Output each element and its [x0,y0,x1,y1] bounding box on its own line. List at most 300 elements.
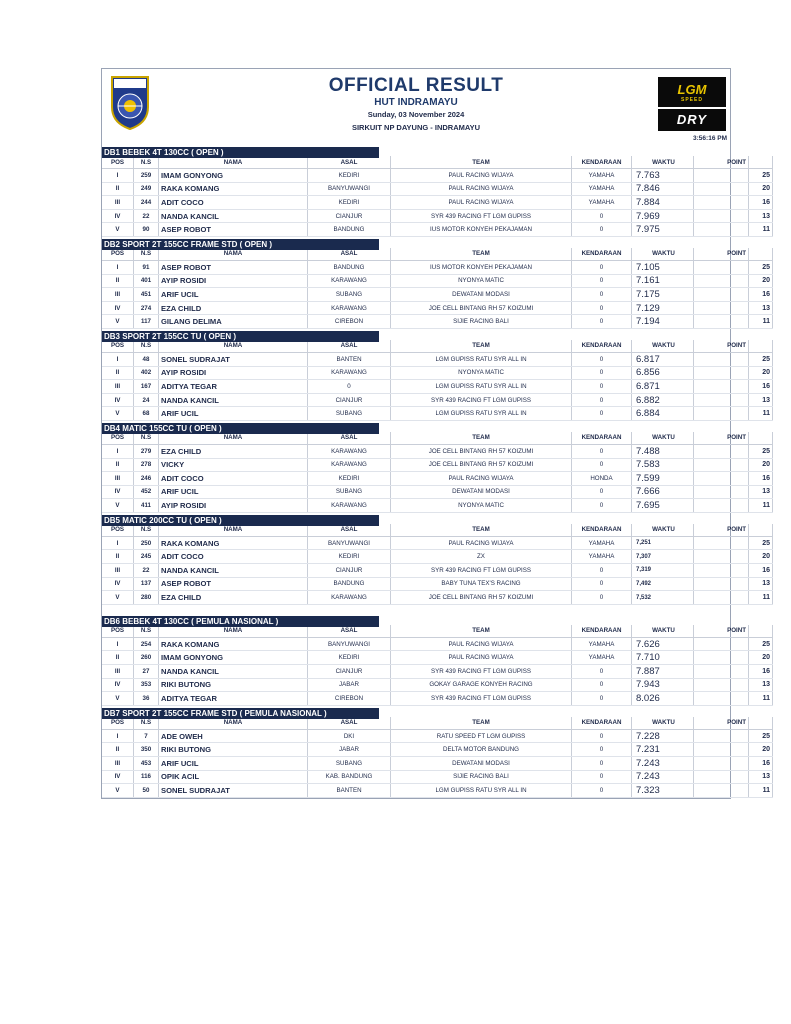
cell-team: SYR 439 RACING FT LGM GUPISS [391,564,572,578]
col-header-asal: ASAL [308,625,391,638]
cell-team: BABY TUNA TEX'S RACING [391,577,572,591]
cell-kendaraan: 0 [572,288,632,302]
cell-asal: JABAR [308,678,391,692]
cell-asal: BANYUWANGI [308,637,391,651]
table-row [102,260,773,274]
cell-spacer [694,485,749,499]
col-header-asal: ASAL [308,432,391,445]
cell-nama: OPIK ACIL [159,770,308,784]
class-title: DB5 MATIC 200CC TU ( OPEN ) [102,515,379,526]
cell-asal: BANDUNG [308,223,391,237]
cell-spacer [694,564,749,578]
col-header-waktu: WAKTU [632,248,694,261]
cell-pos: I [102,637,134,651]
cell-asal: KEDIRI [308,550,391,564]
cell-point: 25 [749,352,773,366]
cell-kendaraan: YAMAHA [572,169,632,183]
cell-team: DEWATANI MODASI [391,485,572,499]
cell-spacer [694,223,749,237]
col-header-kendaraan: KENDARAAN [572,524,632,537]
cell-point: 20 [749,182,773,196]
col-header-team: TEAM [391,717,572,730]
cell-asal: JABAR [308,743,391,757]
cell-ns: 91 [134,260,159,274]
cell-spacer [694,315,749,329]
cell-spacer [694,591,749,605]
cell-asal: SUBANG [308,407,391,421]
cell-ns: 259 [134,169,159,183]
event-date: Sunday, 03 November 2024 [367,110,465,119]
lgm-logo-sub: SPEED [681,97,703,103]
cell-pos: IV [102,577,134,591]
cell-kendaraan: 0 [572,485,632,499]
cell-ns: 68 [134,407,159,421]
cell-point: 20 [749,651,773,665]
cell-asal: 0 [308,380,391,394]
page-header [102,69,730,145]
table-row [102,223,773,237]
cell-kendaraan: 0 [572,209,632,223]
table-row [102,784,773,798]
cell-nama: ADITYA TEGAR [159,692,308,706]
cell-spacer [694,301,749,315]
cell-asal: CIREBON [308,692,391,706]
cell-point: 16 [749,665,773,679]
cell-point: 11 [749,784,773,798]
cell-team: PAUL RACING WIJAYA [391,169,572,183]
cell-nama: AYIP ROSIDI [159,366,308,380]
cell-point: 13 [749,393,773,407]
cell-waktu: 7.194 [632,315,694,329]
cell-asal: KEDIRI [308,651,391,665]
cell-kendaraan: 0 [572,407,632,421]
class-section [102,421,770,513]
cell-nama: NANDA KANCIL [159,209,308,223]
cell-kendaraan: 0 [572,223,632,237]
table-row [102,366,773,380]
cell-spacer [694,458,749,472]
col-header-team: TEAM [391,156,572,169]
cell-spacer [694,784,749,798]
cell-asal: CIREBON [308,315,391,329]
table-row [102,444,773,458]
cell-team: DEWATANI MODASI [391,757,572,771]
col-header-point: POINT [694,625,749,638]
table-row [102,288,773,302]
cell-asal: CIANJUR [308,393,391,407]
cell-team: PAUL RACING WIJAYA [391,651,572,665]
class-header-bar [102,329,730,340]
result-sheet [101,68,770,799]
cell-spacer [694,393,749,407]
cell-pos: V [102,499,134,513]
cell-pos: IV [102,301,134,315]
cell-asal: KARAWANG [308,444,391,458]
col-header-point-value [749,248,773,261]
cell-waktu: 7.175 [632,288,694,302]
class-header-bar [102,237,730,248]
cell-kendaraan: HONDA [572,472,632,486]
cell-waktu: 7.626 [632,637,694,651]
table-row [102,536,773,550]
cell-team: SYR 439 RACING FT LGM GUPISS [391,665,572,679]
cell-spacer [694,380,749,394]
cell-point: 20 [749,458,773,472]
cell-spacer [694,678,749,692]
class-title: DB4 MATIC 155CC TU ( OPEN ) [102,423,379,434]
cell-point: 13 [749,301,773,315]
col-header-waktu: WAKTU [632,625,694,638]
cell-waktu: 7.105 [632,260,694,274]
table-row [102,301,773,315]
cell-pos: IV [102,770,134,784]
cell-asal: SUBANG [308,288,391,302]
cell-team: SYR 439 RACING FT LGM GUPISS [391,393,572,407]
cell-nama: NANDA KANCIL [159,564,308,578]
table-row [102,380,773,394]
table-row [102,564,773,578]
cell-ns: 451 [134,288,159,302]
cell-point: 13 [749,209,773,223]
cell-ns: 280 [134,591,159,605]
cell-ns: 452 [134,485,159,499]
cell-waktu: 7,532 [632,591,694,605]
col-header-asal: ASAL [308,717,391,730]
cell-kendaraan: 0 [572,444,632,458]
cell-point: 13 [749,577,773,591]
table-row [102,757,773,771]
cell-point: 20 [749,274,773,288]
cell-asal: KAB. BANDUNG [308,770,391,784]
cell-pos: III [102,288,134,302]
cell-pos: II [102,651,134,665]
cell-asal: BANYUWANGI [308,536,391,550]
cell-nama: ADITYA TEGAR [159,380,308,394]
cell-asal: KARAWANG [308,274,391,288]
table-row [102,637,773,651]
cell-pos: I [102,444,134,458]
cell-ns: 167 [134,380,159,394]
cell-waktu: 7,307 [632,550,694,564]
col-header-team: TEAM [391,625,572,638]
cell-team: PAUL RACING WIJAYA [391,196,572,210]
cell-kendaraan: YAMAHA [572,536,632,550]
col-header-point: POINT [694,156,749,169]
table-row [102,472,773,486]
cell-nama: AYIP ROSIDI [159,274,308,288]
col-header-point: POINT [694,524,749,537]
cell-team: IUS MOTOR KONYEH PEKAJAMAN [391,223,572,237]
cell-ns: 350 [134,743,159,757]
section-gap [102,605,730,614]
cell-pos: V [102,223,134,237]
table-row [102,182,773,196]
cell-pos: II [102,743,134,757]
cell-waktu: 7.583 [632,458,694,472]
cell-ns: 254 [134,637,159,651]
cell-waktu: 7.666 [632,485,694,499]
class-title: DB3 SPORT 2T 155CC TU ( OPEN ) [102,331,379,342]
col-header-ns: N.S [134,524,159,537]
cell-team: SYR 439 RACING FT LGM GUPISS [391,209,572,223]
table-row [102,393,773,407]
cell-spacer [694,274,749,288]
cell-asal: BANTEN [308,352,391,366]
cell-ns: 353 [134,678,159,692]
cell-point: 20 [749,743,773,757]
col-header-pos: POS [102,717,134,730]
cell-waktu: 7.599 [632,472,694,486]
cell-pos: III [102,665,134,679]
cell-pos: II [102,458,134,472]
cell-spacer [694,536,749,550]
cell-kendaraan: 0 [572,784,632,798]
table-row [102,499,773,513]
cell-point: 11 [749,223,773,237]
cell-kendaraan: 0 [572,380,632,394]
cell-point: 13 [749,678,773,692]
col-header-nama: NAMA [159,156,308,169]
cell-waktu: 6.884 [632,407,694,421]
cell-ns: 245 [134,550,159,564]
cell-pos: III [102,472,134,486]
cell-spacer [694,577,749,591]
results-table [102,625,773,706]
cell-ns: 274 [134,301,159,315]
col-header-waktu: WAKTU [632,717,694,730]
cell-team: SYR 439 RACING FT LGM GUPISS [391,692,572,706]
cell-asal: SUBANG [308,757,391,771]
cell-team: LGM GUPISS RATU SYR ALL IN [391,352,572,366]
cell-spacer [694,169,749,183]
cell-nama: ARIF UCIL [159,757,308,771]
dry-logo [658,109,726,131]
cell-point: 20 [749,550,773,564]
col-header-point-value [749,625,773,638]
cell-waktu: 7.695 [632,499,694,513]
cell-team: DEWATANI MODASI [391,288,572,302]
cell-point: 13 [749,770,773,784]
cell-kendaraan: 0 [572,757,632,771]
table-row [102,315,773,329]
cell-spacer [694,651,749,665]
cell-team: LGM GUPISS RATU SYR ALL IN [391,407,572,421]
col-header-team: TEAM [391,432,572,445]
cell-ns: 260 [134,651,159,665]
cell-waktu: 7.488 [632,444,694,458]
col-header-point: POINT [694,340,749,353]
cell-asal: DKI [308,729,391,743]
class-results [102,145,770,798]
cell-kendaraan: 0 [572,352,632,366]
col-header-waktu: WAKTU [632,156,694,169]
cell-point: 25 [749,536,773,550]
cell-point: 20 [749,366,773,380]
col-header-point-value [749,524,773,537]
cell-point: 16 [749,196,773,210]
cell-kendaraan: YAMAHA [572,550,632,564]
cell-asal: KARAWANG [308,301,391,315]
cell-nama: EZA CHILD [159,301,308,315]
class-section [102,145,770,237]
col-header-asal: ASAL [308,156,391,169]
cell-kendaraan: 0 [572,577,632,591]
cell-pos: V [102,407,134,421]
event-venue: SIRKUIT NP DAYUNG - INDRAMAYU [351,123,481,132]
col-header-asal: ASAL [308,524,391,537]
cell-waktu: 7.710 [632,651,694,665]
cell-waktu: 7,251 [632,536,694,550]
cell-ns: 27 [134,665,159,679]
cell-kendaraan: 0 [572,564,632,578]
table-row [102,577,773,591]
cell-spacer [694,260,749,274]
cell-ns: 402 [134,366,159,380]
col-header-kendaraan: KENDARAAN [572,156,632,169]
class-section [102,614,770,706]
cell-kendaraan: YAMAHA [572,651,632,665]
table-row [102,692,773,706]
lgm-speed-logo [658,77,726,107]
cell-nama: EZA CHILD [159,444,308,458]
cell-kendaraan: YAMAHA [572,196,632,210]
cell-point: 16 [749,288,773,302]
cell-ns: 453 [134,757,159,771]
cell-asal: CIANJUR [308,665,391,679]
cell-waktu: 7.228 [632,729,694,743]
cell-kendaraan: 0 [572,260,632,274]
cell-waktu: 6.817 [632,352,694,366]
col-header-waktu: WAKTU [632,524,694,537]
cell-ns: 116 [134,770,159,784]
cell-point: 25 [749,729,773,743]
cell-point: 16 [749,564,773,578]
cell-kendaraan: 0 [572,591,632,605]
col-header-point: POINT [694,248,749,261]
cell-ns: 411 [134,499,159,513]
cell-team: JOE CELL BINTANG RH 57 KOIZUMI [391,444,572,458]
cell-nama: VICKY [159,458,308,472]
cell-waktu: 7.129 [632,301,694,315]
col-header-team: TEAM [391,340,572,353]
cell-asal: KARAWANG [308,499,391,513]
cell-nama: ADIT COCO [159,196,308,210]
cell-spacer [694,743,749,757]
cell-pos: I [102,169,134,183]
cell-pos: II [102,366,134,380]
col-header-nama: NAMA [159,432,308,445]
cell-nama: RIKI BUTONG [159,678,308,692]
results-table [102,524,773,605]
cell-ns: 279 [134,444,159,458]
cell-nama: ARIF UCIL [159,485,308,499]
col-header-pos: POS [102,248,134,261]
cell-waktu: 7.975 [632,223,694,237]
results-table [102,156,773,237]
cell-point: 16 [749,757,773,771]
cell-team: NYONYA MATIC [391,499,572,513]
col-header-kendaraan: KENDARAAN [572,248,632,261]
cell-asal: BANDUNG [308,260,391,274]
cell-kendaraan: 0 [572,692,632,706]
cell-waktu: 7.884 [632,196,694,210]
cell-asal: KARAWANG [308,591,391,605]
cell-point: 11 [749,499,773,513]
dry-logo-text: DRY [676,112,708,127]
class-header-bar [102,145,730,156]
col-header-point: POINT [694,432,749,445]
class-section [102,329,770,421]
table-row [102,550,773,564]
cell-spacer [694,665,749,679]
cell-kendaraan: 0 [572,729,632,743]
col-header-ns: N.S [134,248,159,261]
col-header-nama: NAMA [159,340,308,353]
table-row [102,770,773,784]
col-header-point-value [749,717,773,730]
cell-ns: 22 [134,564,159,578]
cell-pos: II [102,274,134,288]
cell-waktu: 7.763 [632,169,694,183]
cell-point: 25 [749,169,773,183]
col-header-kendaraan: KENDARAAN [572,340,632,353]
cell-pos: IV [102,678,134,692]
cell-waktu: 7.943 [632,678,694,692]
col-header-ns: N.S [134,156,159,169]
table-row [102,209,773,223]
cell-team: JOE CELL BINTANG RH 57 KOIZUMI [391,591,572,605]
cell-pos: III [102,564,134,578]
cell-asal: CIANJUR [308,209,391,223]
col-header-pos: POS [102,524,134,537]
cell-nama: RAKA KOMANG [159,637,308,651]
cell-ns: 36 [134,692,159,706]
col-header-team: TEAM [391,524,572,537]
cell-pos: IV [102,209,134,223]
col-header-team: TEAM [391,248,572,261]
cell-point: 11 [749,591,773,605]
table-row [102,169,773,183]
cell-pos: V [102,692,134,706]
cell-ns: 246 [134,472,159,486]
cell-nama: NANDA KANCIL [159,665,308,679]
col-header-pos: POS [102,340,134,353]
col-header-ns: N.S [134,717,159,730]
cell-asal: CIANJUR [308,564,391,578]
cell-nama: RAKA KOMANG [159,182,308,196]
cell-waktu: 6.882 [632,393,694,407]
cell-team: LGM GUPISS RATU SYR ALL IN [391,380,572,394]
cell-team: ZX [391,550,572,564]
col-header-kendaraan: KENDARAAN [572,432,632,445]
cell-waktu: 7.969 [632,209,694,223]
cell-kendaraan: 0 [572,665,632,679]
class-title: DB6 BEBEK 4T 130CC ( PEMULA NASIONAL ) [102,616,379,627]
cell-pos: V [102,784,134,798]
col-header-point-value [749,340,773,353]
cell-point: 25 [749,637,773,651]
cell-team: PAUL RACING WIJAYA [391,536,572,550]
cell-pos: V [102,591,134,605]
class-section [102,237,770,329]
cell-spacer [694,770,749,784]
cell-spacer [694,692,749,706]
cell-waktu: 7.243 [632,770,694,784]
cell-nama: RIKI BUTONG [159,743,308,757]
cell-waktu: 7.846 [632,182,694,196]
cell-kendaraan: 0 [572,770,632,784]
cell-point: 11 [749,692,773,706]
